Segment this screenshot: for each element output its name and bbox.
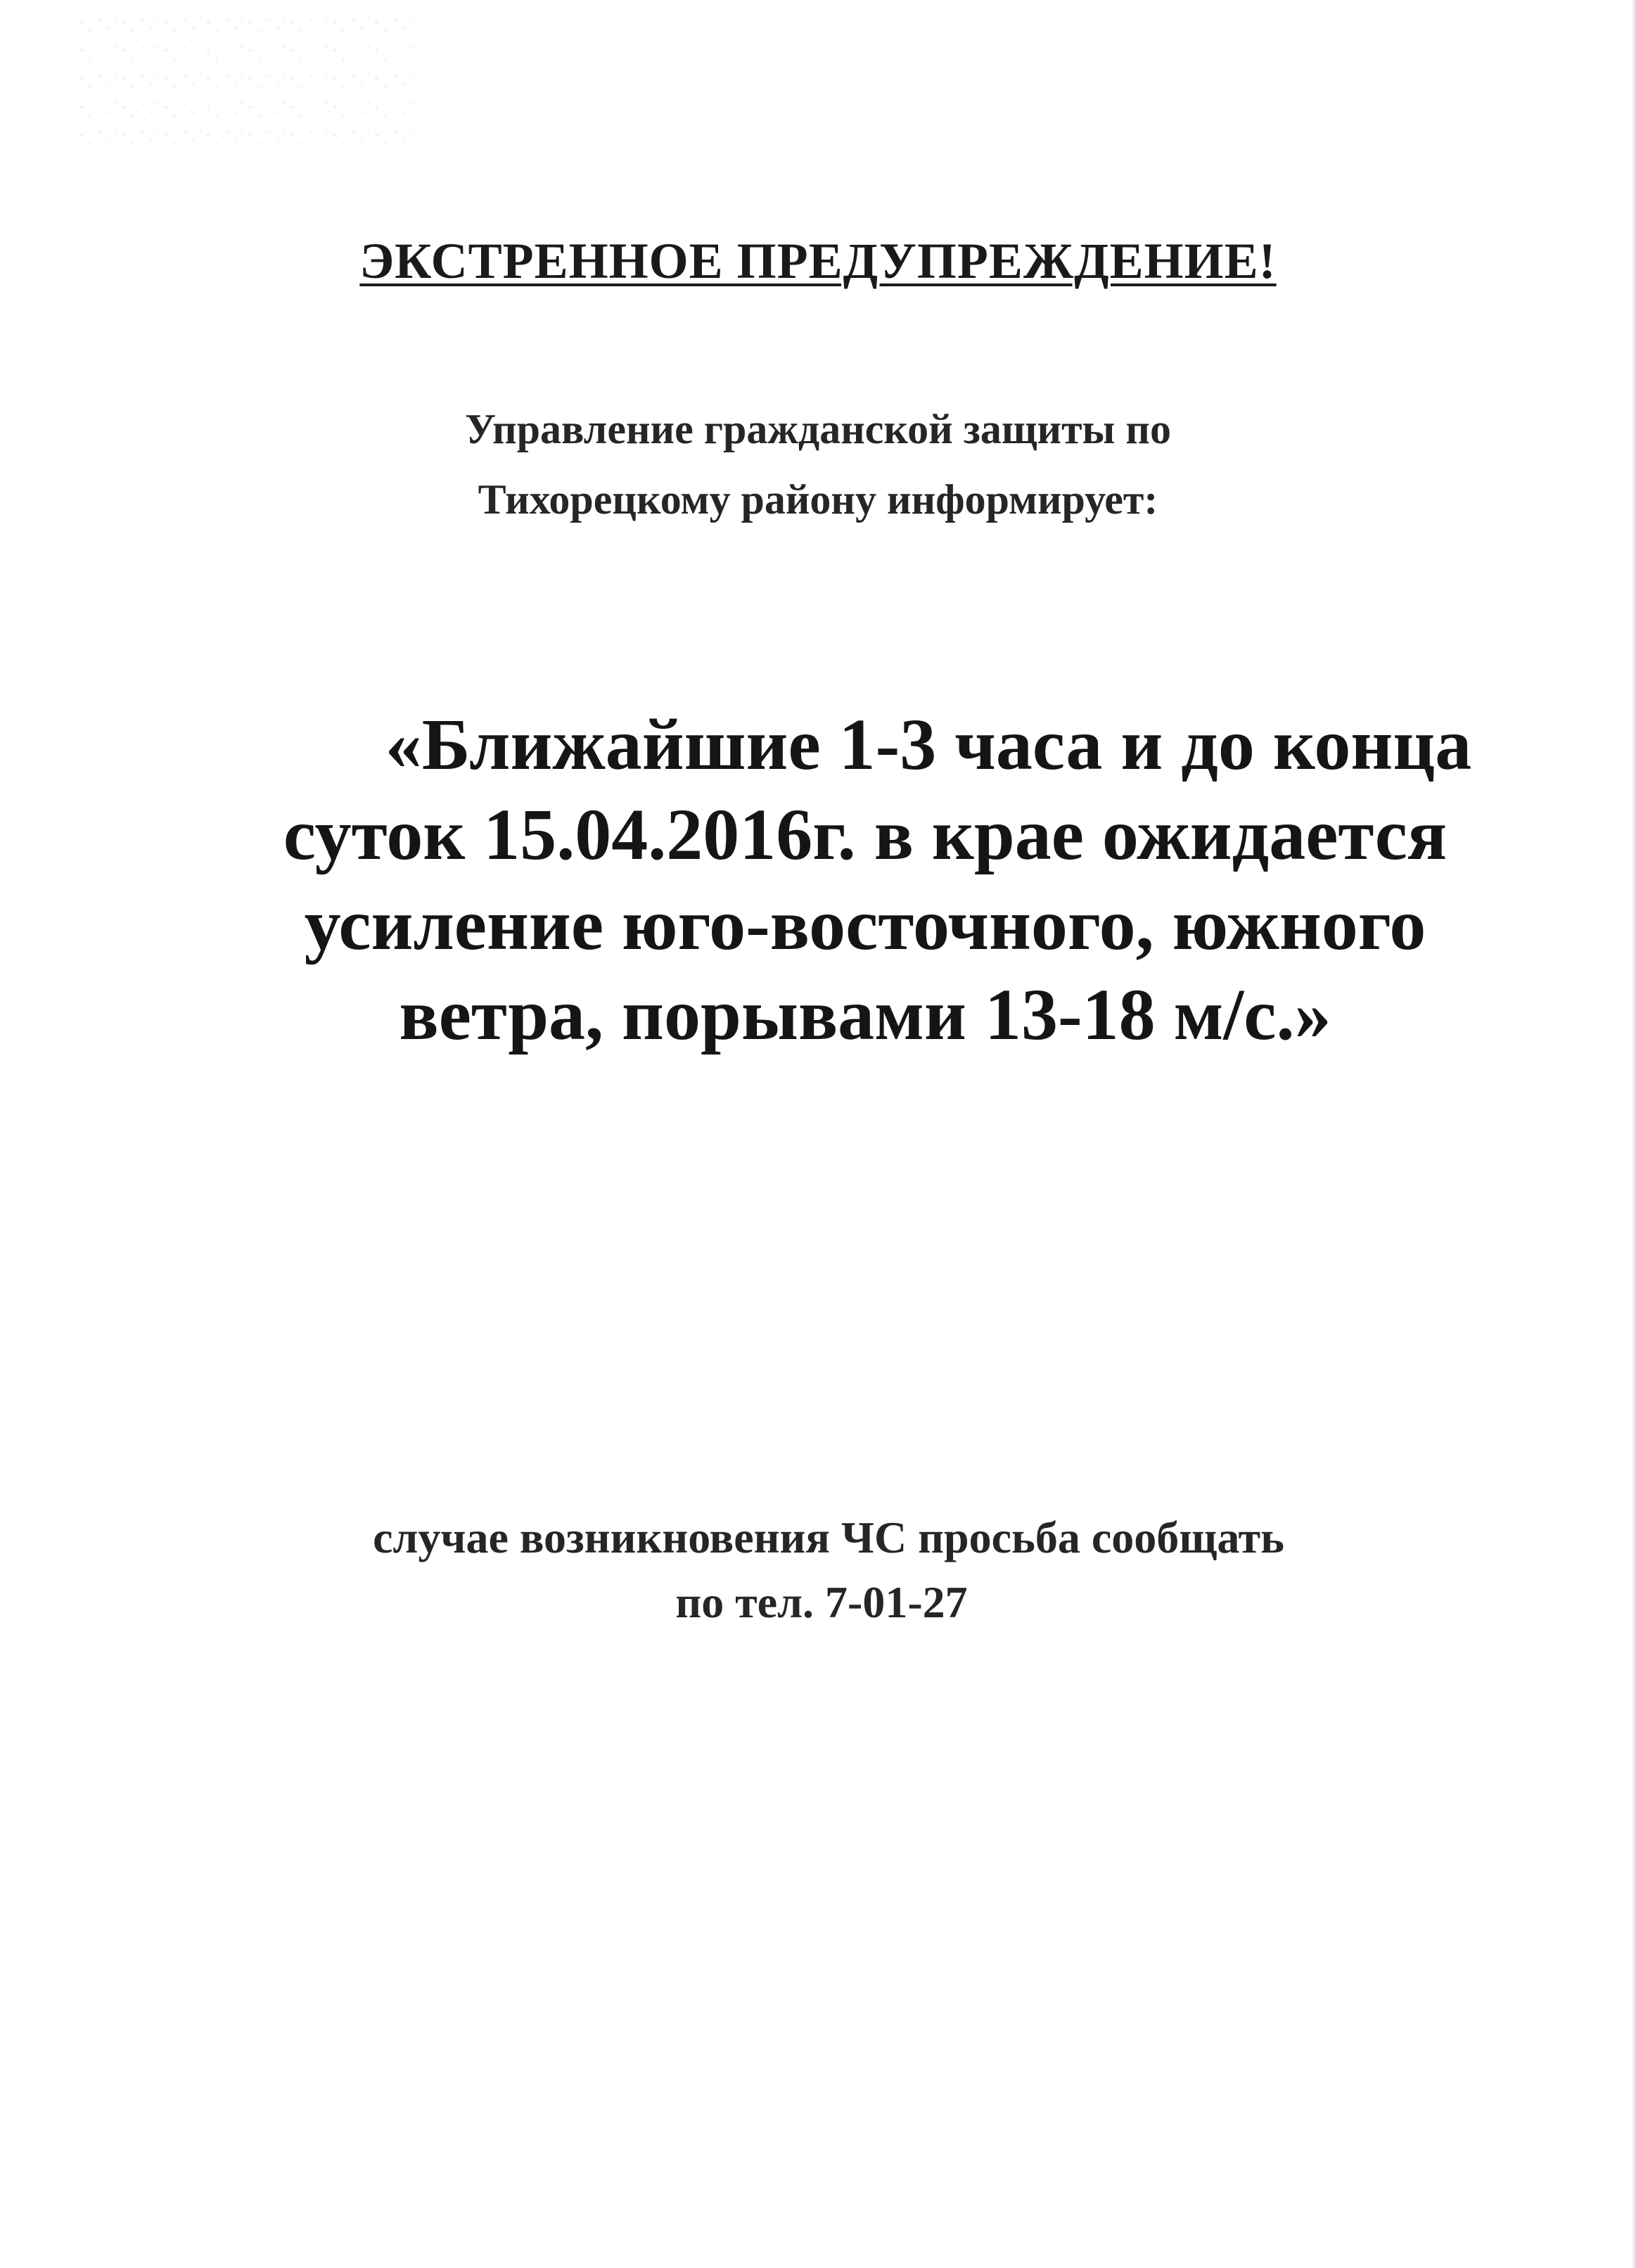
warning-line: «Ближайшие 1-3 часа и до конца [385, 704, 1472, 785]
organization-line: Тихорецкому району информирует: [478, 476, 1158, 523]
contact-line: случае возникновения ЧС просьба сообщать [373, 1512, 1284, 1562]
warning-line: ветра, порывами 13-18 м/с.» [399, 974, 1331, 1055]
warning-line: усиление юго-восточного, южного [304, 884, 1426, 965]
scan-noise [77, 14, 415, 155]
warning-line: суток 15.04.2016г. в крае ожидается [283, 794, 1448, 875]
page-title: ЭКСТРЕННОЕ ПРЕДУПРЕЖДЕНИЕ! [359, 233, 1277, 289]
contact-phone: по тел. 7-01-27 [675, 1577, 968, 1627]
warning-message [197, 700, 1533, 1060]
contact-block [0, 1505, 1636, 1635]
scan-edge-shadow [1632, 0, 1636, 2268]
organization-block [0, 394, 1636, 535]
organization-line: Управление гражданской защиты по [465, 406, 1171, 452]
